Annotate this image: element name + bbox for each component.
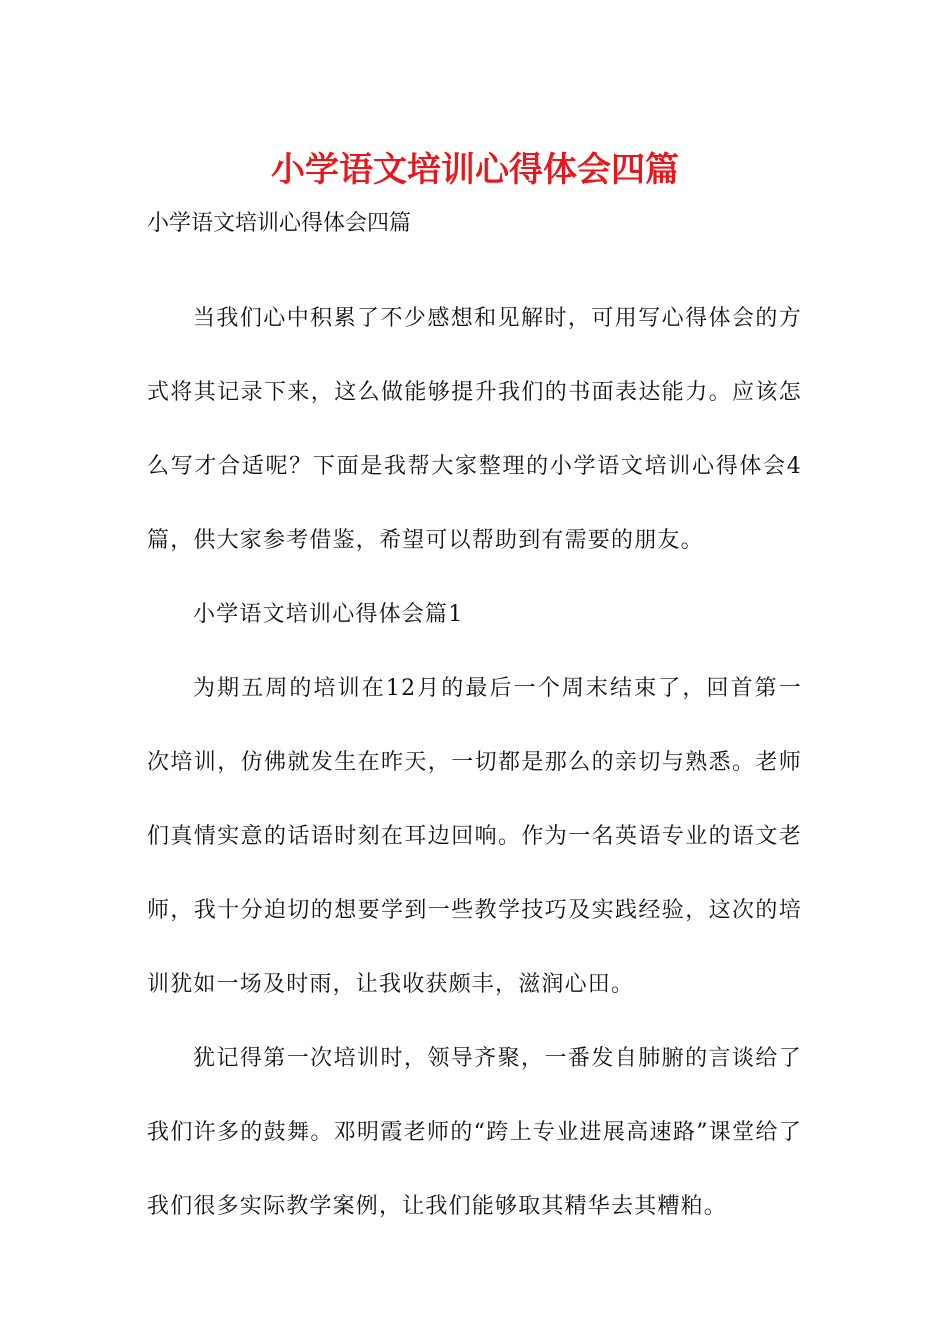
- paragraph-intro: 当我们心中积累了不少感想和见解时，可用写心得体会的方式将其记录下来，这么做能够提升我们的书面表达能力。应该怎么写才合适呢？下面是我帮大家整理的小学语文培训心得体会4篇，供大家参考借鉴，希望可以帮助到有需要的朋友。: [147, 306, 802, 553]
- document-subtitle: 小学语文培训心得体会四篇: [147, 211, 412, 236]
- paragraph-2: 犹记得第一次培训时，领导齐聚，一番发自肺腑的言谈给了我们许多的鼓舞。邓明霞老师的“跨上专业进展高速路”课堂给了我们很多实际教学案例，让我们能够取其精华去其糟粕。: [147, 1046, 802, 1219]
- document-body: [147, 282, 802, 1244]
- section-heading-1: 小学语文培训心得体会篇1: [193, 602, 464, 627]
- document-title: 小学语文培训心得体会四篇: [271, 150, 679, 190]
- paragraph-1: 为期五周的培训在12月的最后一个周末结束了，回首第一次培训，仿佛就发生在昨天，一切都是那么的亲切与熟悉。老师们真情实意的话语时刻在耳边回响。作为一名英语专业的语文老师，我十分迫切的想要学到一些教学技巧及实践经验，这次的培训犹如一场及时雨，让我收获颇丰，滋润心田。: [147, 676, 802, 997]
